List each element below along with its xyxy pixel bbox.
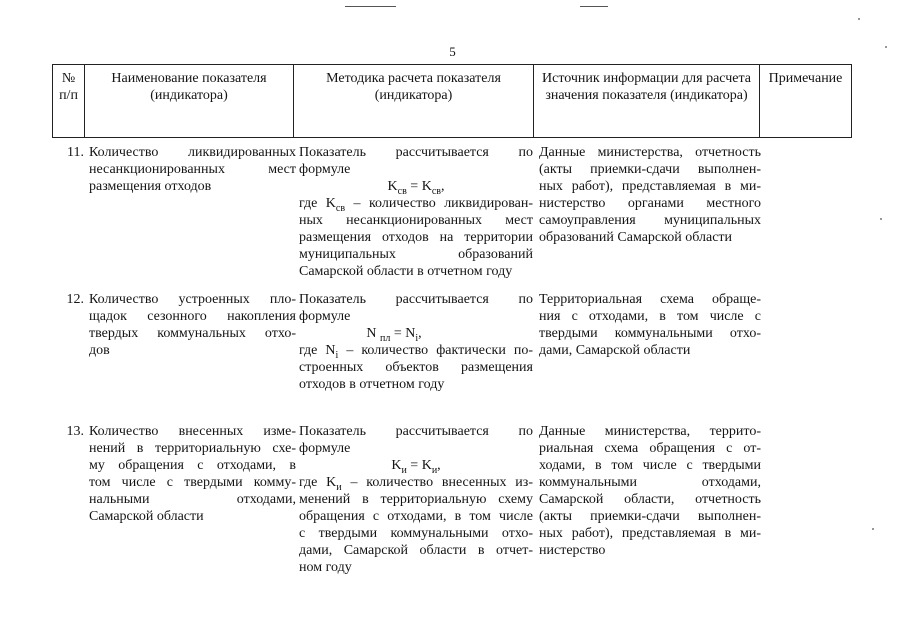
scan-speck (872, 528, 874, 530)
formula: N $_{пл} = N_i$, (366, 326, 422, 344)
header-indicator-name: Наименование показателя (индикатора) (85, 65, 294, 138)
scan-speck (880, 218, 882, 220)
header-information-source: Источник информации для расчета значения показателя (индикатора) (534, 65, 760, 138)
header-calculation-method: Методика расчета показателя (индикатора) (294, 65, 534, 138)
scan-speck (885, 46, 887, 48)
indicator-name: Количество устроенных пло- щадок сезонного накопления твердых коммунальных отхо- дов (89, 292, 296, 358)
scan-artifact-line (345, 6, 396, 7)
information-source: Данные министерства, отчетность (акты приемки-сдачи выполнен- ных работ), представляемая в ми- нистерство органами местного самоуправления муниципальных образований Самарской области (539, 145, 761, 245)
scan-speck (858, 18, 860, 20)
page-number: 5 (449, 44, 456, 59)
calculation-method: Показатель рассчитывается по формуле $K_и = K_и$, где $K_и$ – количество внесенных из- менений в территориальную схему обращения с отходами, в том числе с твердыми коммунальными отхо- дами, Самарской области в отчет- ном году (299, 424, 533, 575)
indicator-name: Количество ликвидированных несанкционированных мест размещения отходов (89, 145, 296, 194)
indicator-name: Количество внесенных изме- нений в территориальную схе- му обращения с отходами, в том числе с твердыми комму- нальными отходами, Самарской области (89, 424, 296, 524)
row-number: 12. (66, 292, 84, 307)
information-source: Территориальная схема обраще- ния с отходами, в том числе с твердыми коммунальными отхо- дами, Самарской области (539, 292, 761, 358)
header-note: Примечание (760, 65, 852, 138)
row-number: 13. (66, 424, 84, 439)
formula: $K_{св} = K_{св}$, (387, 179, 445, 197)
calculation-method: Показатель рассчитывается по формуле $K_{св} = K_{св}$, где $K_{св}$ – количество ликвидирован- ных несанкционированных мест размещения отходов на территории муниципальных образований Самарской области в отчетном году (299, 145, 533, 279)
formula: $K_и = K_и$, (391, 458, 441, 476)
table-header (52, 64, 852, 138)
header-number: № п/п (53, 65, 85, 138)
scan-artifact-line (580, 6, 608, 7)
calculation-method: Показатель рассчитывается по формуле N $_{пл} = N_i$, где $N_i$ – количество фактически по- строенных объектов размещения отходов в отчетном году (299, 292, 533, 392)
information-source: Данные министерства, террито- риальная схема обращения с от- ходами, в том числе с твердыми коммунальными отходами, Самарской области, отчетность (акты приемки-сдачи выполнен- ных работ), представляемая в ми- нистерство (539, 424, 761, 558)
row-number: 11. (67, 145, 84, 160)
